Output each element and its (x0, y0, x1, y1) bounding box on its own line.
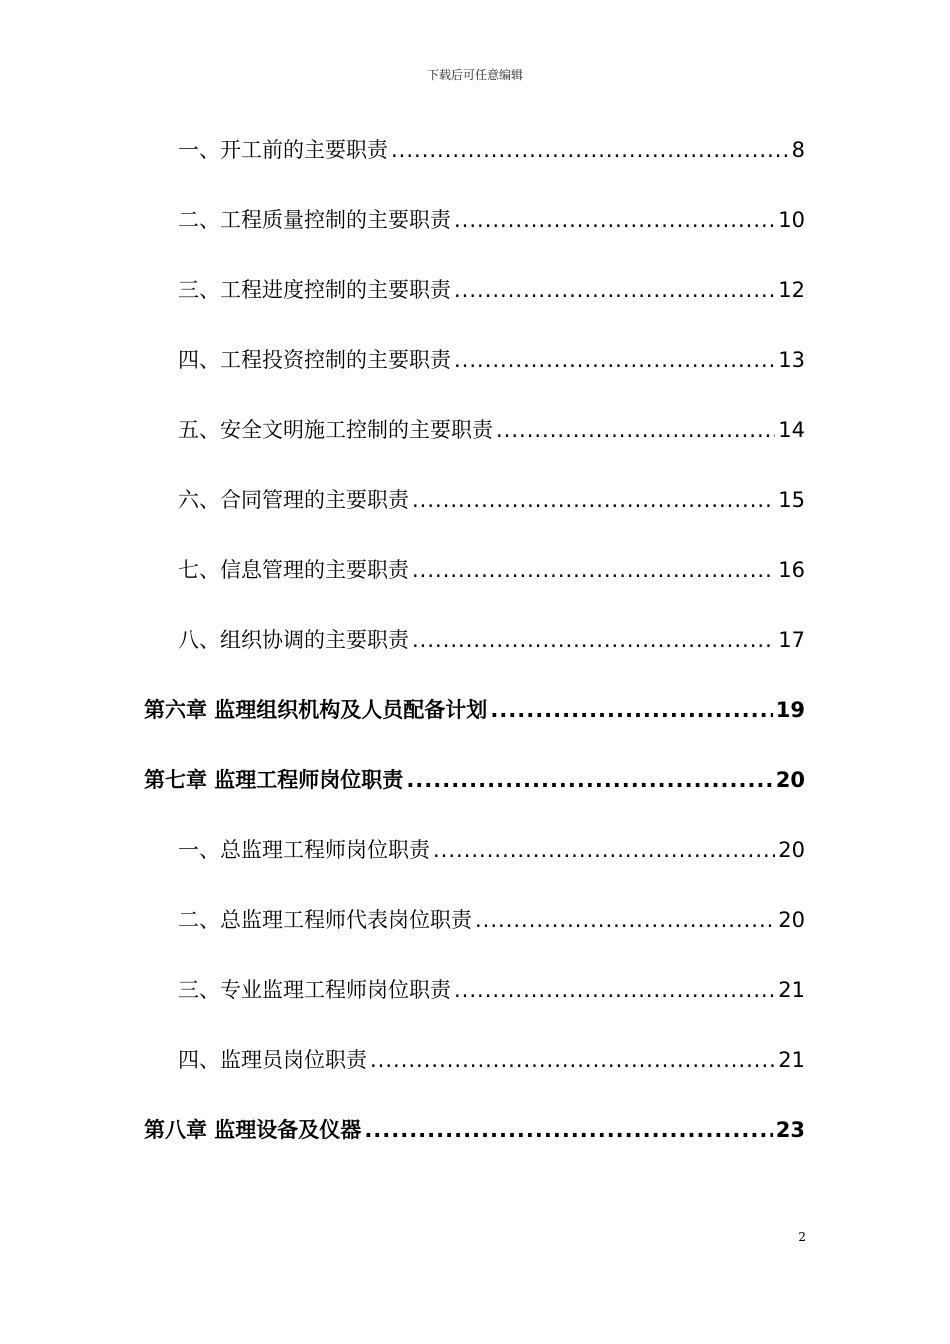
toc-dot-leader (412, 622, 775, 658)
toc-entry-label: 五、安全文明施工控制的主要职责 (178, 418, 493, 442)
toc-entry-page: 15 (778, 488, 805, 512)
toc-entry[interactable] (178, 272, 805, 308)
toc-entry-page: 20 (775, 768, 805, 792)
toc-entry-page: 8 (791, 138, 805, 162)
toc-entry-label: 第六章 监理组织机构及人员配备计划 (144, 698, 488, 722)
toc-entry-page: 16 (778, 558, 805, 582)
toc-dot-leader (391, 132, 789, 168)
toc-entry-label: 第七章 监理工程师岗位职责 (144, 768, 404, 792)
toc-dot-leader (406, 762, 772, 798)
page-header: 下载后可任意编辑 (426, 68, 523, 82)
toc-entry-label: 二、工程质量控制的主要职责 (178, 208, 451, 232)
toc-entry-page: 13 (778, 348, 805, 372)
toc-dot-leader (496, 412, 775, 448)
toc-entry-label: 一、开工前的主要职责 (178, 138, 388, 162)
toc-entry[interactable] (178, 342, 805, 378)
toc-entry-page: 17 (778, 628, 805, 652)
toc-dot-leader (490, 692, 772, 728)
toc-entry-label: 七、信息管理的主要职责 (178, 558, 409, 582)
toc-chapter-entry[interactable] (144, 762, 805, 798)
toc-entry[interactable] (178, 622, 805, 658)
toc-entry-label: 四、监理员岗位职责 (178, 1048, 367, 1072)
page-number: 2 (798, 1230, 806, 1244)
toc-entry-page: 21 (778, 978, 805, 1002)
toc-entry[interactable] (178, 902, 805, 938)
toc-chapter-entry[interactable] (144, 692, 805, 728)
toc-dot-leader (454, 342, 775, 378)
toc-dot-leader (454, 272, 775, 308)
toc-entry[interactable] (178, 482, 805, 518)
toc-dot-leader (475, 902, 775, 938)
toc-dot-leader (433, 832, 775, 868)
toc-dot-leader (370, 1042, 775, 1078)
toc-entry[interactable] (178, 202, 805, 238)
toc-dot-leader (454, 202, 775, 238)
toc-entry[interactable] (178, 832, 805, 868)
toc-dot-leader (364, 1112, 772, 1148)
toc-entry[interactable] (178, 972, 805, 1008)
toc-entry-label: 三、专业监理工程师岗位职责 (178, 978, 451, 1002)
toc-entry-page: 12 (778, 278, 805, 302)
toc-entry[interactable] (178, 132, 805, 168)
toc-entry-label: 第八章 监理设备及仪器 (144, 1118, 362, 1142)
toc-entry[interactable] (178, 552, 805, 588)
toc-chapter-entry[interactable] (144, 1112, 805, 1148)
toc-entry-label: 八、组织协调的主要职责 (178, 628, 409, 652)
toc-entry-page: 19 (775, 698, 805, 722)
toc-entry-page: 10 (778, 208, 805, 232)
toc-dot-leader (412, 552, 775, 588)
toc-entry-page: 21 (778, 1048, 805, 1072)
toc-entry-page: 14 (778, 418, 805, 442)
toc-entry-label: 三、工程进度控制的主要职责 (178, 278, 451, 302)
toc-dot-leader (454, 972, 775, 1008)
toc-entry-page: 20 (778, 838, 805, 862)
toc-entry[interactable] (178, 1042, 805, 1078)
toc-entry-label: 一、总监理工程师岗位职责 (178, 838, 430, 862)
toc-entry-page: 20 (778, 908, 805, 932)
toc-dot-leader (412, 482, 775, 518)
toc-entry[interactable] (178, 412, 805, 448)
toc-entry-label: 四、工程投资控制的主要职责 (178, 348, 451, 372)
toc-entry-label: 六、合同管理的主要职责 (178, 488, 409, 512)
toc-entry-page: 23 (775, 1118, 805, 1142)
toc-entry-label: 二、总监理工程师代表岗位职责 (178, 908, 472, 932)
